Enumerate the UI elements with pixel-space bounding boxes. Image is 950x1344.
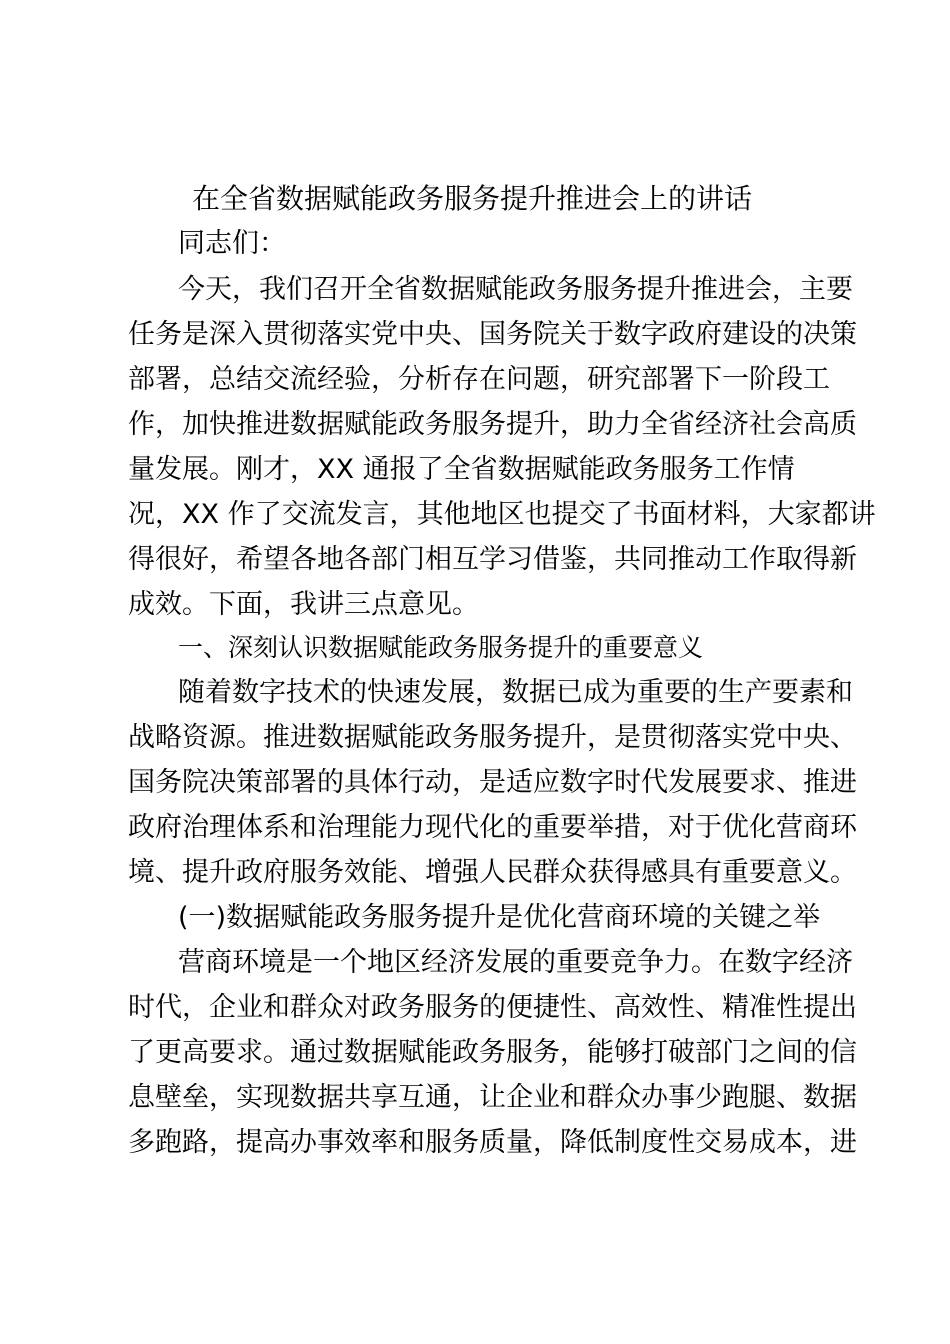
paragraph-line: 时代，企业和群众对政务服务的便捷性、高效性、精准性提出 xyxy=(128,992,857,1023)
paragraph-line: 部署，总结交流经验，分析存在问题，研究部署下一阶段工 xyxy=(128,364,830,395)
section-heading: 一、深刻认识数据赋能政务服务提升的重要意义 xyxy=(178,633,704,662)
paragraph-line: 营商环境是一个地区经济发展的重要竞争力。在数字经济 xyxy=(178,947,853,978)
paragraph-line: 况，XX 作了交流发言，其他地区也提交了书面材料，大家都讲 xyxy=(128,499,876,530)
paragraph-line: 息壁垒，实现数据共享互通，让企业和群众办事少跑腿、数据 xyxy=(128,1082,857,1113)
paragraph-line: 境、提升政府服务效能、增强人民群众获得感具有重要意义。 xyxy=(128,857,857,888)
paragraph-line: 多跑路，提高办事效率和服务质量，降低制度性交易成本，进 xyxy=(128,1127,857,1158)
paragraph-line: 政府治理体系和治理能力现代化的重要举措，对于优化营商环 xyxy=(128,812,857,843)
subsection-heading: (一)数据赋能政务服务提升是优化营商环境的关键之举 xyxy=(178,902,821,933)
paragraph-line: 随着数字技术的快速发展，数据已成为重要的生产要素和 xyxy=(178,677,853,708)
paragraph-line: 战略资源。推进数据赋能政务服务提升，是贯彻落实党中央、 xyxy=(128,722,857,753)
salutation: 同志们： xyxy=(178,228,286,259)
paragraph-line: 得很好，希望各地各部门相互学习借鉴，共同推动工作取得新 xyxy=(128,544,857,575)
paragraph-line: 国务院决策部署的具体行动，是适应数字时代发展要求、推进 xyxy=(128,767,857,798)
paragraph-line: 量发展。刚才，XX 通报了全省数据赋能政务服务工作情 xyxy=(128,454,795,485)
paragraph-line: 了更高要求。通过数据赋能政务服务，能够打破部门之间的信 xyxy=(128,1037,857,1068)
paragraph-line: 任务是深入贯彻落实党中央、国务院关于数字政府建设的决策 xyxy=(128,319,857,350)
paragraph-line: 作，加快推进数据赋能政务服务提升，助力全省经济社会高质 xyxy=(128,409,857,440)
document-title: 在全省数据赋能政务服务提升推进会上的讲话 xyxy=(192,182,753,215)
paragraph-line: 成效。下面，我讲三点意见。 xyxy=(128,589,479,620)
paragraph-line: 今天，我们召开全省数据赋能政务服务提升推进会，主要 xyxy=(178,274,853,305)
